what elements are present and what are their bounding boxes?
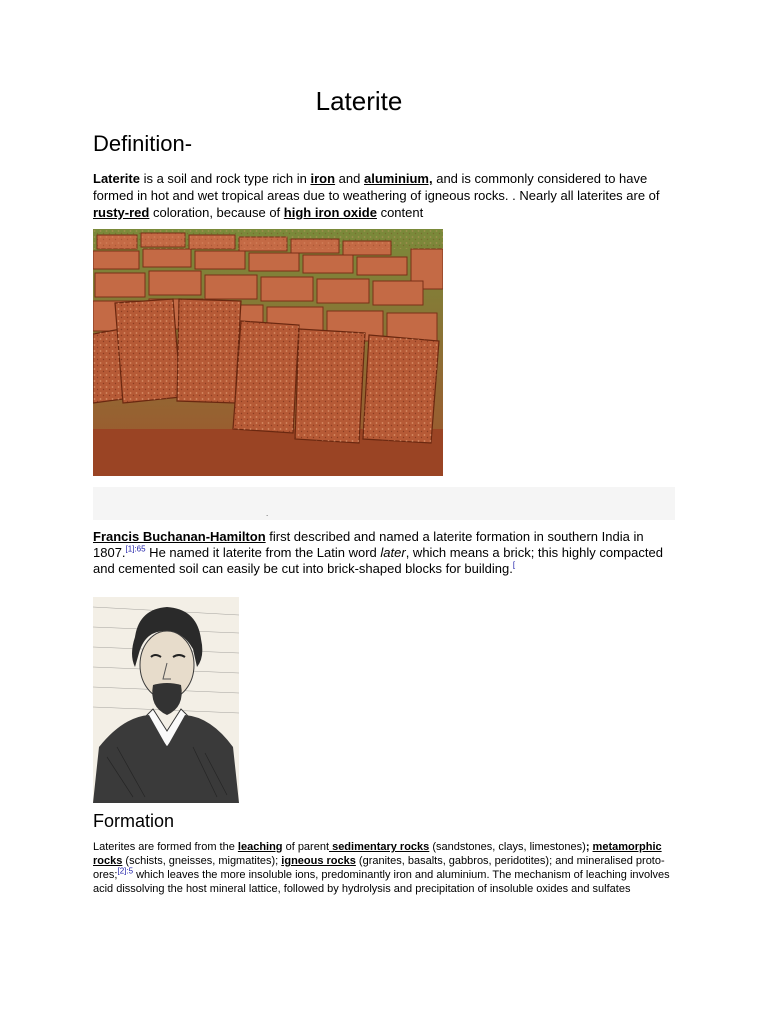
definition-heading: Definition- — [93, 131, 193, 156]
link-rusty-red[interactable]: rusty-red — [93, 205, 150, 220]
link-iron[interactable]: iron — [310, 171, 336, 186]
buchanan-hamilton-portrait — [93, 597, 239, 803]
history-paragraph: Francis Buchanan-Hamilton first described and named a laterite formation in southern India in 1807.$^{[1]:65}$ He named it laterite from the Latin word later, which means a brick; this highly compacted and cemented soil can easily be cut into brick-shaped blocks for building.[ — [93, 529, 663, 576]
formation-heading: Formation — [93, 811, 175, 831]
formation-paragraph: Laterites are formed from the leaching of parent sedimentary rocks (sandstones, clays, limestones); metamorphic rocks (schists, gneisses, migmatites); igneous rocks (granites, basalts, gabbros, peridotites); and mineralised proto-ores;$^{[2]:5}$ which leaves the more insoluble ions, predominantly iron and aluminium. The mechanism of leaching involves acid dissolving the host mineral lattice, followed by hydrolysis and precipitation of insoluble oxides and sulfates — [93, 841, 670, 895]
citation-ref-2[interactable]: [ — [512, 560, 516, 570]
link-leaching[interactable]: leaching — [237, 841, 283, 853]
laterite-bricks-image — [93, 229, 443, 476]
link-high-iron-oxide[interactable]: high iron oxide — [283, 205, 377, 220]
link-francis-buchanan-hamilton[interactable]: Francis Buchanan-Hamilton — [93, 529, 266, 544]
link-aluminium[interactable]: aluminium, — [363, 171, 433, 186]
definition-paragraph: Laterite is a soil and rock type rich in iron and aluminium, and is commonly considered to have formed in hot and wet tropical areas due to weathering of igneous rocks. . Nearly all laterites are of rusty-red coloration, because of high iron oxide content — [93, 171, 660, 220]
link-igneous-rocks[interactable]: igneous rocks — [281, 855, 356, 867]
citation-ref-3[interactable]: [2]:5 — [117, 866, 134, 876]
image-caption: . — [266, 509, 269, 518]
link-metamorphic-rocks[interactable]: metamorphic rocks — [93, 841, 662, 867]
term-laterite: Laterite — [93, 171, 140, 186]
link-sedimentary-rocks[interactable]: sedimentary rocks — [329, 841, 430, 853]
image-caption-band — [93, 487, 675, 520]
citation-ref-1[interactable]: [1]:65 — [125, 544, 146, 554]
page-title: Laterite — [315, 86, 403, 116]
